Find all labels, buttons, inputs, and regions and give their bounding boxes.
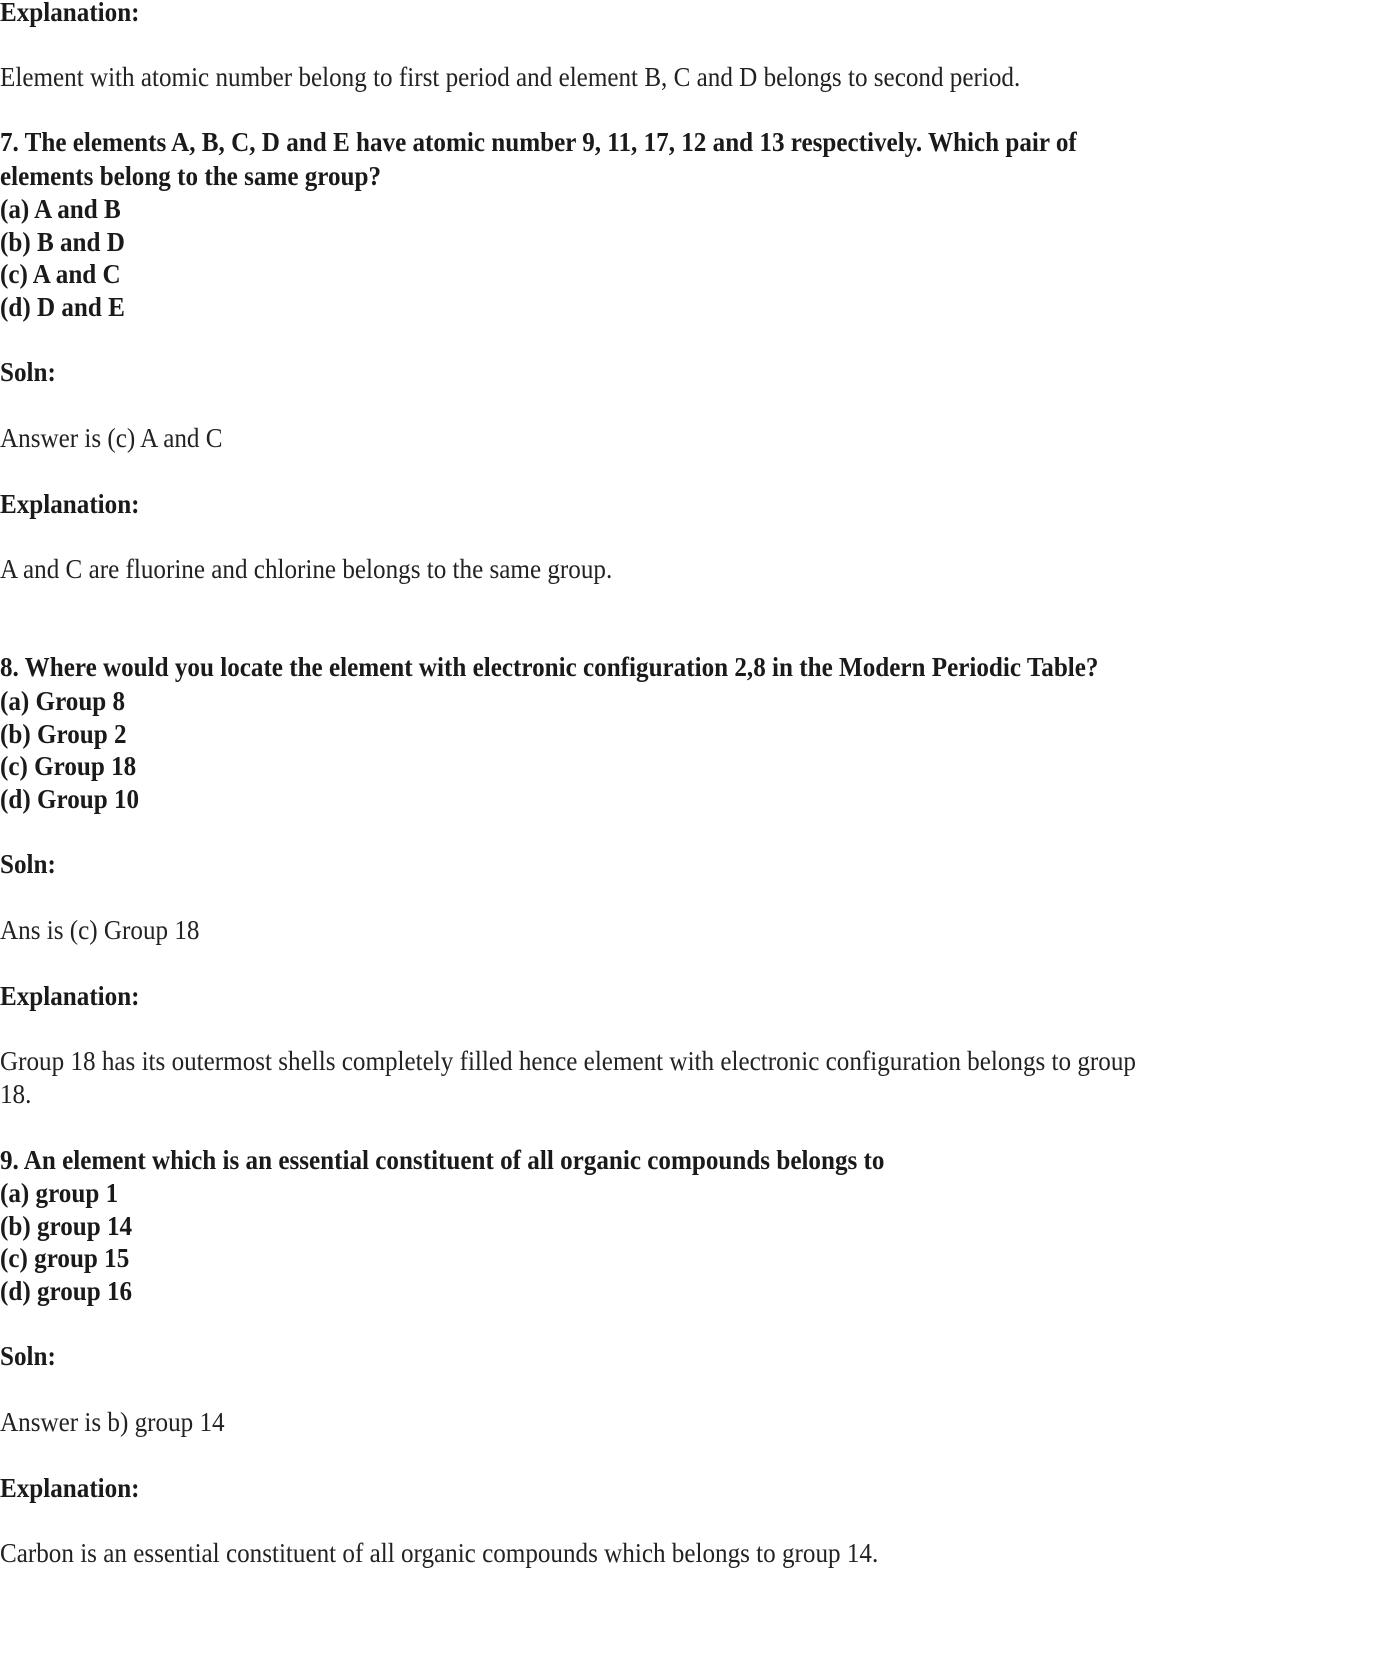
answer-text: Ans is (c) Group 18	[0, 915, 200, 945]
question-text: 8. Where would you locate the element with electronic configuration 2,8 in the Modern Periodic Table?	[0, 652, 1099, 682]
option-a: (a) group 1	[0, 1178, 119, 1208]
option-a: (a) Group 8	[0, 686, 126, 716]
explanation-text-continued: 18.	[0, 1079, 32, 1109]
option-b: (b) group 14	[0, 1211, 133, 1241]
question-text: 7. The elements A, B, C, D and E have atomic number 9, 11, 17, 12 and 13 respectively. Which pair of	[0, 127, 1077, 157]
explanation-heading: Explanation:	[0, 489, 140, 519]
explanation-heading: Explanation:	[0, 981, 140, 1011]
explanation-heading: Explanation:	[0, 1473, 140, 1503]
option-d: (d) group 16	[0, 1276, 133, 1306]
option-c: (c) group 15	[0, 1243, 130, 1273]
question-text-continued: elements belong to the same group?	[0, 161, 382, 191]
soln-heading: Soln:	[0, 849, 56, 879]
explanation-text: Group 18 has its outermost shells completely filled hence element with electronic configuration belongs to group	[0, 1046, 1136, 1076]
option-c: (c) Group 18	[0, 751, 137, 781]
option-d: (d) D and E	[0, 292, 125, 322]
soln-heading: Soln:	[0, 357, 56, 387]
question-text: 9. An element which is an essential constituent of all organic compounds belongs to	[0, 1145, 885, 1175]
soln-heading: Soln:	[0, 1341, 56, 1371]
option-b: (b) B and D	[0, 227, 125, 257]
option-d: (d) Group 10	[0, 784, 140, 814]
explanation-text: Carbon is an essential constituent of all organic compounds which belongs to group 14.	[0, 1538, 879, 1568]
answer-text: Answer is b) group 14	[0, 1407, 225, 1437]
option-a: (a) A and B	[0, 194, 121, 224]
option-b: (b) Group 2	[0, 719, 127, 749]
option-c: (c) A and C	[0, 259, 121, 289]
explanation-text: A and C are fluorine and chlorine belongs to the same group.	[0, 554, 613, 584]
answer-text: Answer is (c) A and C	[0, 423, 223, 453]
section-heading: Explanation:	[0, 0, 140, 27]
explanation-text: Element with atomic number belong to first period and element B, C and D belongs to second period.	[0, 62, 1021, 92]
